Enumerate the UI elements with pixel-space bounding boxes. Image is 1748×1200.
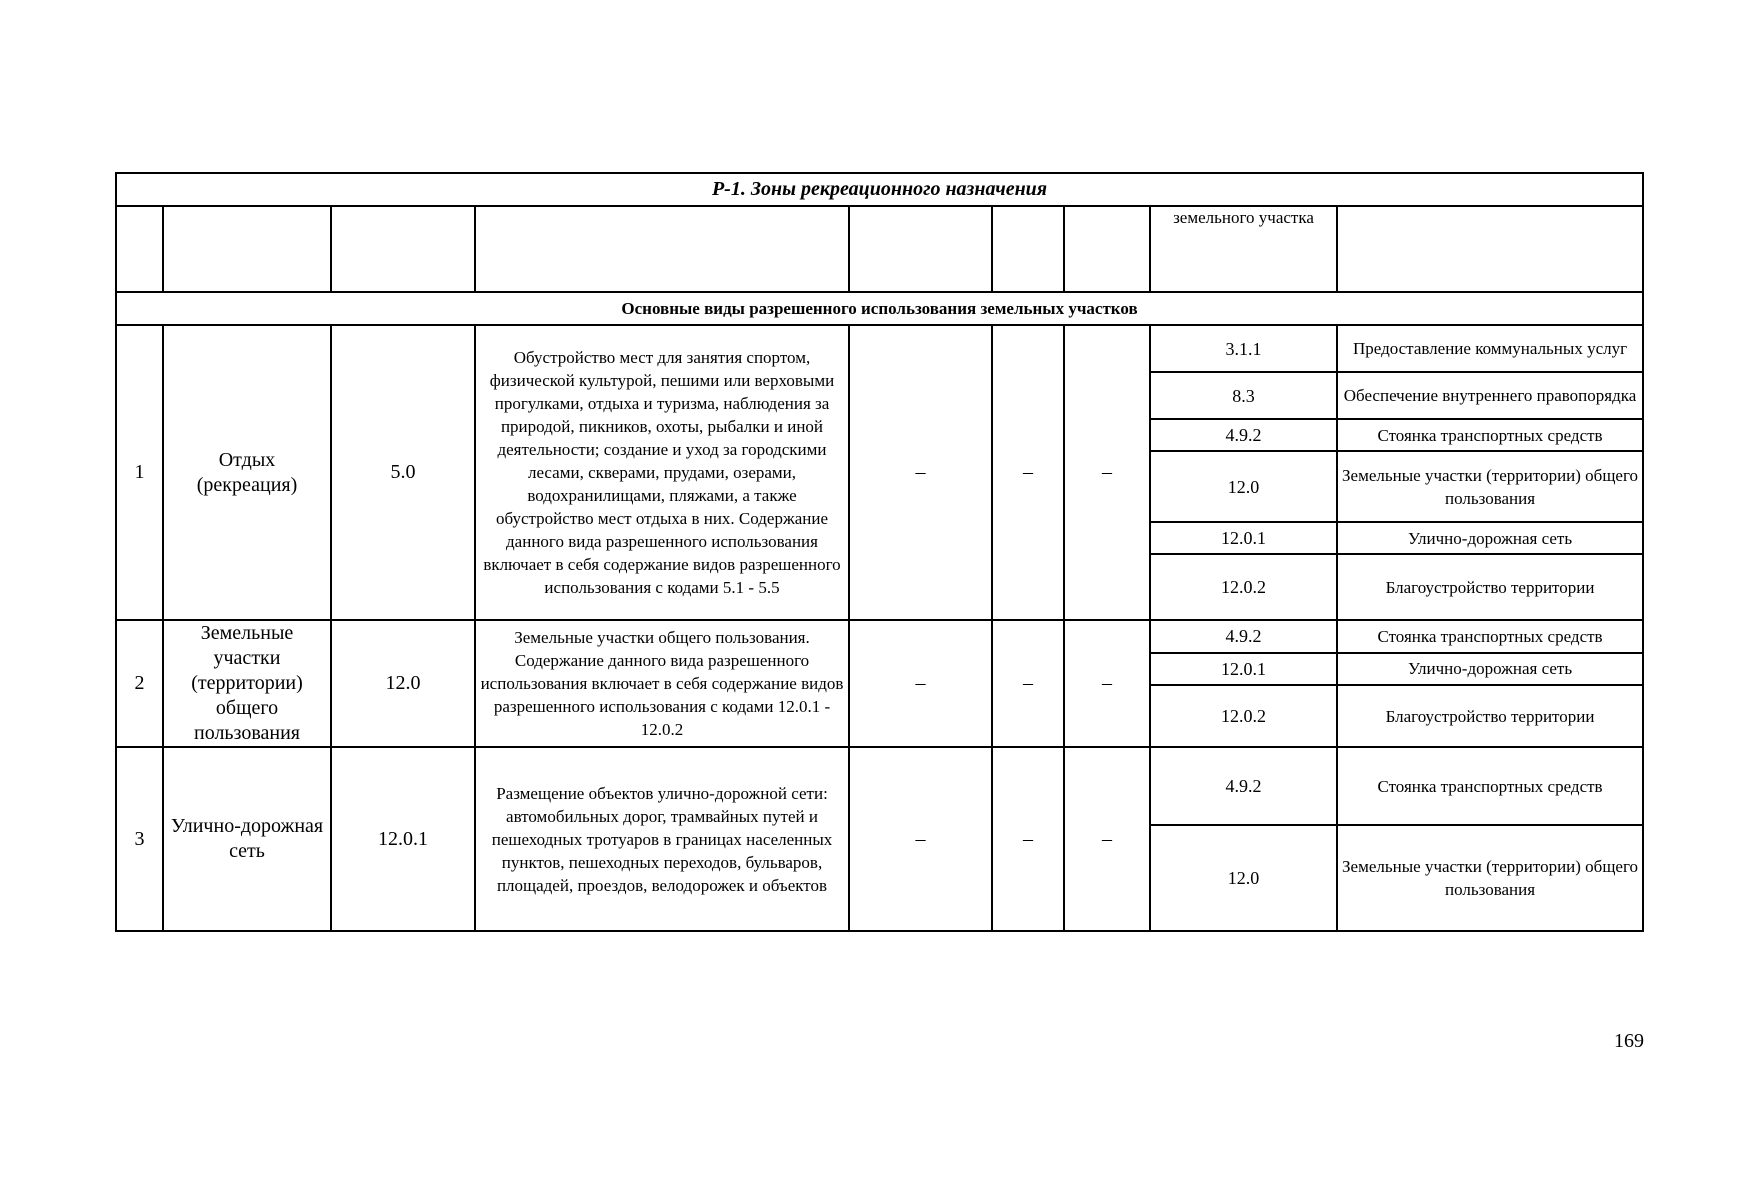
param-cell: – bbox=[992, 620, 1064, 747]
use-code: 12.0 bbox=[331, 620, 475, 747]
row-number: 1 bbox=[116, 325, 163, 620]
table-row bbox=[116, 620, 1643, 653]
use-name: Отдых (рекреация) bbox=[163, 325, 331, 620]
header-fragment: земельного участка bbox=[1150, 206, 1337, 292]
row-number: 2 bbox=[116, 620, 163, 747]
related-code: 12.0.1 bbox=[1150, 653, 1337, 686]
related-code: 12.0.2 bbox=[1150, 685, 1337, 747]
related-code: 4.9.2 bbox=[1150, 419, 1337, 451]
header-cell bbox=[475, 206, 849, 292]
use-code: 12.0.1 bbox=[331, 747, 475, 931]
related-name: Благоустройство территории bbox=[1337, 685, 1643, 747]
related-code: 12.0.2 bbox=[1150, 554, 1337, 620]
related-name: Земельные участки (территории) общего пользования bbox=[1337, 825, 1643, 931]
related-name: Благоустройство территории bbox=[1337, 554, 1643, 620]
section-heading: Основные виды разрешенного использования земельных участков bbox=[116, 292, 1643, 325]
related-code: 12.0 bbox=[1150, 825, 1337, 931]
header-cell bbox=[163, 206, 331, 292]
related-name: Земельные участки (территории) общего пользования bbox=[1337, 451, 1643, 522]
header-row bbox=[116, 206, 1643, 292]
param-cell: – bbox=[849, 747, 992, 931]
table-title: Р-1. Зоны рекреационного назначения bbox=[116, 173, 1643, 206]
header-cell bbox=[849, 206, 992, 292]
header-cell bbox=[331, 206, 475, 292]
page-number: 169 bbox=[1614, 1030, 1644, 1052]
related-name: Улично-дорожная сеть bbox=[1337, 653, 1643, 686]
param-cell: – bbox=[992, 747, 1064, 931]
param-cell: – bbox=[1064, 747, 1150, 931]
table-row bbox=[116, 325, 1643, 372]
related-code: 3.1.1 bbox=[1150, 325, 1337, 372]
use-code: 5.0 bbox=[331, 325, 475, 620]
related-name: Предоставление коммунальных услуг bbox=[1337, 325, 1643, 372]
related-name: Стоянка транспортных средств bbox=[1337, 747, 1643, 825]
header-cell bbox=[1064, 206, 1150, 292]
header-cell bbox=[992, 206, 1064, 292]
param-cell: – bbox=[1064, 620, 1150, 747]
use-description: Размещение объектов улично-дорожной сети: автомобильных дорог, трамвайных путей и пешеходных тротуаров в границах населенных пунктов, пешеходных переходов, бульваров, площадей, проездов, велодорожек и объектов bbox=[475, 747, 849, 931]
related-code: 12.0.1 bbox=[1150, 522, 1337, 554]
use-description: Земельные участки общего пользования. Содержание данного вида разрешенного использования включает в себя содержание видов разрешенного использования с кодами 12.0.1 - 12.0.2 bbox=[475, 620, 849, 747]
use-name: Улично-дорожная сеть bbox=[163, 747, 331, 931]
param-cell: – bbox=[992, 325, 1064, 620]
related-code: 4.9.2 bbox=[1150, 747, 1337, 825]
related-name: Стоянка транспортных средств bbox=[1337, 620, 1643, 653]
row-number: 3 bbox=[116, 747, 163, 931]
param-cell: – bbox=[1064, 325, 1150, 620]
related-name: Стоянка транспортных средств bbox=[1337, 419, 1643, 451]
related-name: Обеспечение внутреннего правопорядка bbox=[1337, 372, 1643, 419]
zones-table bbox=[115, 172, 1644, 932]
param-cell: – bbox=[849, 620, 992, 747]
related-code: 12.0 bbox=[1150, 451, 1337, 522]
use-name: Земельные участки (территории) общего пользования bbox=[163, 620, 331, 747]
related-code: 8.3 bbox=[1150, 372, 1337, 419]
header-cell bbox=[1337, 206, 1643, 292]
header-cell bbox=[116, 206, 163, 292]
use-description: Обустройство мест для занятия спортом, физической культурой, пешими или верховыми прогулками, отдыха и туризма, наблюдения за природой, пикников, охоты, рыбалки и иной деятельности; создание и уход за городскими лесами, скверами, прудами, озерами, водохранилищами, пляжами, а также обустройство мест отдыха в них. Содержание данного вида разрешенного использования включает в себя содержание видов разрешенного использования с кодами 5.1 - 5.5 bbox=[475, 325, 849, 620]
related-name: Улично-дорожная сеть bbox=[1337, 522, 1643, 554]
table-row bbox=[116, 747, 1643, 825]
related-code: 4.9.2 bbox=[1150, 620, 1337, 653]
param-cell: – bbox=[849, 325, 992, 620]
